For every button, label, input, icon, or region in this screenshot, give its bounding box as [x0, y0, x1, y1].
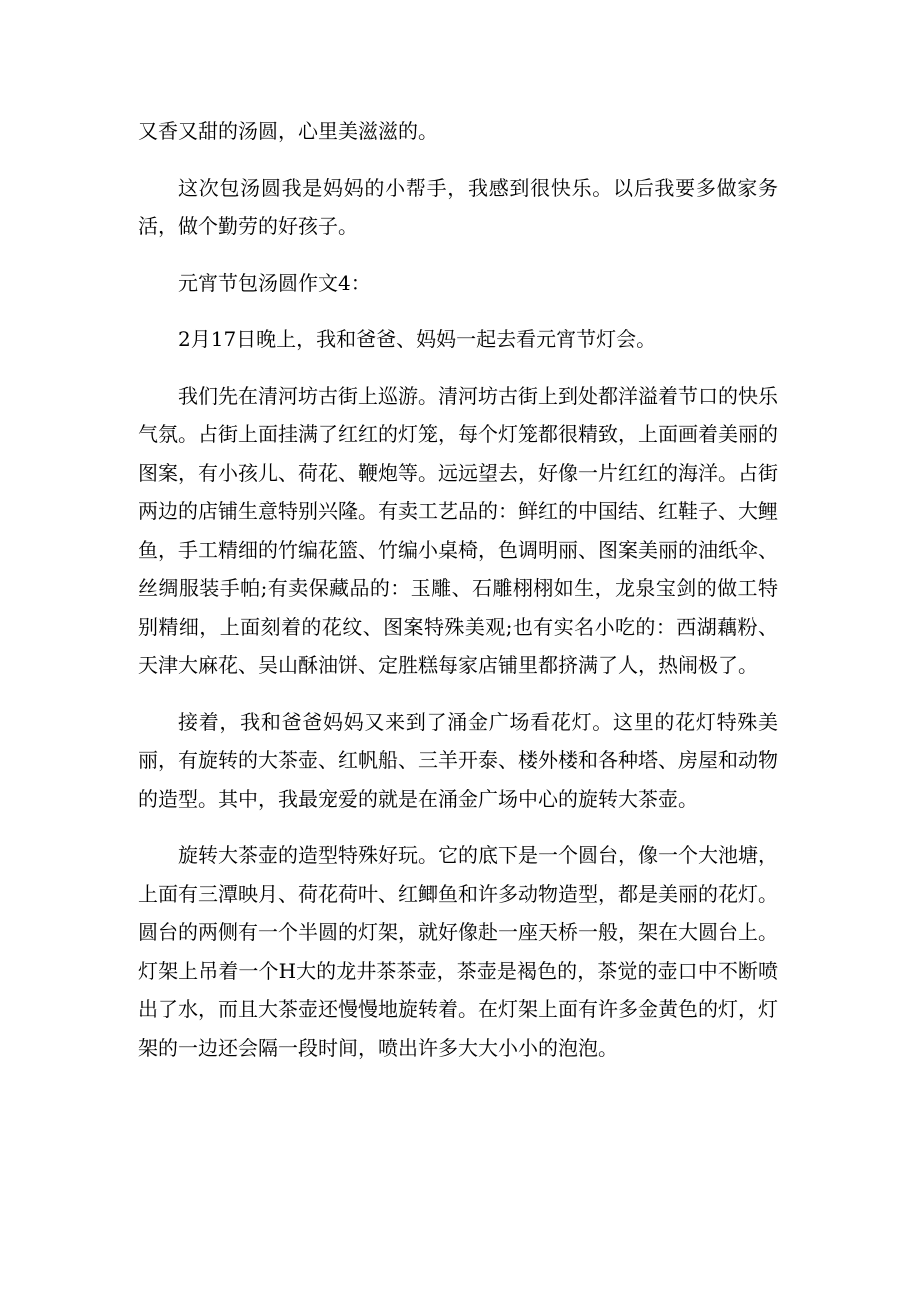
- paragraph-continuation: 又香又甜的汤圆，心里美滋滋的。: [138, 119, 438, 143]
- document-body: [138, 112, 778, 1085]
- paragraph: 这次包汤圆我是妈妈的小帮手，我感到很快乐。以后我要多做家务活，做个勤劳的好孩子。: [138, 175, 778, 238]
- paragraph: 旋转大茶壶的造型特殊好玩。它的底下是一个圆台，像一个大池塘，上面有三潭映月、荷花荷叶、红鲫鱼和许多动物造型，都是美丽的花灯。圆台的两侧有一个半圆的灯架，就好像赴一座天桥一般，架在大圆台上。灯架上吊着一个H大的龙井茶茶壶，茶壶是褐色的，茶觉的壶口中不断喷出了水，而且大茶壶还慢慢地旋转着。在灯架上面有许多金黄色的灯，灯架的一边还会隔一段时间，喷出许多大大小小的泡泡。: [138, 843, 778, 1060]
- paragraph: 我们先在清河坊古街上巡游。清河坊古街上到处都洋溢着节口的快乐气氛。占街上面挂满了红红的灯笼，每个灯笼都很精致，上面画着美丽的图案，有小孩儿、荷花、鞭炮等。远远望去，好像一片红红的海洋。占街两边的店铺生意特别兴隆。有卖工艺品的：鲜红的中国结、红鞋子、大鲤鱼，手工精细的竹编花篮、竹编小桌椅，色调明丽、图案美丽的油纸伞、丝绸服装手帕;有卖保藏品的：玉雕、石雕栩栩如生，龙泉宝剑的做工特别精细，上面刻着的花纹、图案特殊美观;也有实名小吃的：西湖藕粉、天津大麻花、吴山酥油饼、定胜糕每家店铺里都挤满了人，热闹极了。: [138, 383, 778, 677]
- paragraph: 2月17日晚上，我和爸爸、妈妈一起去看元宵节灯会。: [178, 327, 657, 351]
- paragraph: 接着，我和爸爸妈妈又来到了涌金广场看花灯。这里的花灯特殊美丽，有旋转的大茶壶、红帆船、三羊开泰、楼外楼和各种塔、房屋和动物的造型。其中，我最宠爱的就是在涌金广场中心的旋转大茶壶。: [138, 709, 778, 811]
- essay-heading: 元宵节包汤圆作文4：: [178, 270, 371, 295]
